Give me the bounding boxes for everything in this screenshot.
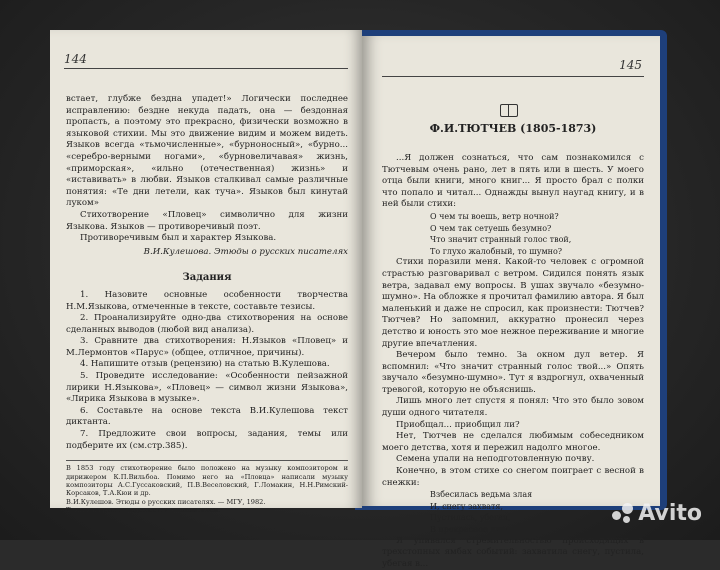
right-paragraph: Приобщал... приобщил ли? bbox=[396, 419, 520, 430]
footnote: Темы в классе определяются составителем. bbox=[66, 506, 221, 515]
left-body-text bbox=[66, 94, 348, 515]
task-item: 5. Проведите исследование: «Особенности пейзажной лирики Н.Языкова», «Пловец» — символ жизни Языкова», «Лирика Языкова в музыке». bbox=[66, 371, 348, 405]
poem-line: О чем так сетуешь безумно? bbox=[430, 223, 552, 233]
footnote: В.И.Кулешов. Этюды о русских писателях. — МГУ, 1982. bbox=[66, 497, 266, 506]
poem-line: То глухо жалобный, то шумно? bbox=[430, 246, 563, 256]
task-item: 6. Составьте на основе текста В.И.Кулешова текст диктанта. bbox=[66, 405, 348, 428]
right-paragraph: Конечно, в этом стихе со снегом поиграет с весной в снежки: bbox=[382, 466, 644, 488]
left-page bbox=[50, 30, 362, 515]
right-page bbox=[362, 36, 660, 569]
right-paragraph: Вечером было темно. За окном дул ветер. Я вспомнил: «Что значит странный голос твой...» Опять звучало «безумно-шумно». Тут я вздрогнул, охваченный тревогой, которую не объяснишь. bbox=[382, 350, 644, 395]
left-paragraph: встает, глубже бездна упадет!» Логически последнее исправлению: бездне некуда падать, она — бездонная пропасть, а поэтому это прекрасно, физически возможно в языковой стихии. Мы это движение видим и можем видеть. Языков всегда «тьмочисленные», «бурноносный», «бурно... «серебро-верными ногами», «бурновеличавая» жизнь, «приморская», «ильно (отечественная) жизнь» и «иставивать» в любви. Языков сталкивал самые различные понятия: «Те дни летели, как туча». Языков был кинутай луком» bbox=[66, 94, 348, 209]
right-paragraph: Стихи поразили меня. Какой-то человек с огромной страстью разговаривал с ветром. Сидился понять язык ветра, задавал ему вопросы. В ушах звучало «безумно-шумно». На обложке я прочитал фамилию автора. Я был маленький и даже не спросил, как произнести: Тютчев? Тютчев? Но запомнил, аккуратно пронесил через детство и юность это мое нежное переживание и многие другие впечатления. bbox=[382, 257, 644, 349]
task-item: 4. Напишите отзыв (рецензию) на статью В.Кулешова. bbox=[80, 359, 330, 370]
watermark-logo bbox=[612, 501, 702, 526]
right-paragraph: ...Я должен сознаться, что сам познакомился с Тютчевым очень рано, лет в пять или в шесть. У моего отца были книги, много книг... Я просто брал с полки что попало и читал... Однажды вынул наугад книгу, и в ней были стихи: bbox=[382, 153, 644, 210]
task-item: 7. Предложите свои вопросы, задания, темы или подберите их (см.стр.385). bbox=[66, 429, 348, 451]
poem-line: И, снегу захватя, bbox=[430, 501, 503, 511]
book-icon bbox=[500, 104, 518, 117]
poem-line: Что значит странный голос твой, bbox=[430, 235, 572, 245]
right-body-text bbox=[382, 153, 644, 570]
right-paragraph: Я упивался стремительностью происходящих в трехстопных ямбах событий: захватила снегу, пустила, убегая в... bbox=[382, 535, 644, 569]
tasks-title: Задания bbox=[182, 272, 232, 284]
watermark-text: Avito bbox=[638, 501, 702, 526]
header-rule-right bbox=[382, 76, 644, 77]
avito-dots-icon bbox=[612, 503, 634, 525]
poem-line: Взбесилась ведьма злая bbox=[430, 490, 533, 500]
header-rule-left bbox=[64, 68, 348, 69]
right-paragraph: Семена упали на неподготовленную почву. bbox=[396, 454, 595, 465]
right-paragraph: Лишь много лет спустя я понял: Что это было зовом души одного читателя. bbox=[382, 396, 644, 419]
signature: В.И.Кулешова. Этюды о русских писателях bbox=[143, 246, 348, 257]
left-paragraph: Противоречивым был и характер Языкова. bbox=[80, 233, 277, 244]
right-paragraph: Нет, Тютчев не сделался любимым собеседником моего детства, хотя и пережил надолго многое. bbox=[382, 431, 644, 453]
task-item: 1. Назовите основные особенности творчества Н.М.Языкова, отмеченные в тексте, составьте тезисы. bbox=[66, 289, 348, 312]
task-item: 2. Проанализируйте одно-два стихотворения на основе сделанных выводов (любой вид анализа). bbox=[66, 313, 348, 335]
task-item: 3. Сравните два стихотворения: Н.Языков «Пловец» и М.Лермонтов «Парус» (общее, отличное, причины). bbox=[66, 336, 348, 358]
poem-line: Пустилась, убегая, bbox=[430, 513, 511, 523]
poem-line: О чем ты воешь, ветр ночной? bbox=[430, 211, 559, 221]
page-number-left: 144 bbox=[64, 52, 87, 66]
chapter-heading: Ф.И.ТЮТЧЕВ (1805-1873) bbox=[429, 122, 597, 135]
poem-line: В прекрасное дитя. bbox=[430, 525, 513, 534]
left-paragraph: Стихотворение «Пловец» символично для жизни Языкова. Языков — противоречивый поэт. bbox=[66, 209, 348, 232]
footnote: В 1853 году стихотворение было положено на музыку композитором и дирижером К.П.Вильбоа. Помимо него на «Пловца» написали музыку композиторы А.С.Гуссаковский, П.В.Веселовский, Г.Ломакин, Н.Н.Римский-Корсаков, Т.А.Кюи и др. bbox=[66, 460, 348, 498]
page-number-right: 145 bbox=[619, 58, 642, 72]
